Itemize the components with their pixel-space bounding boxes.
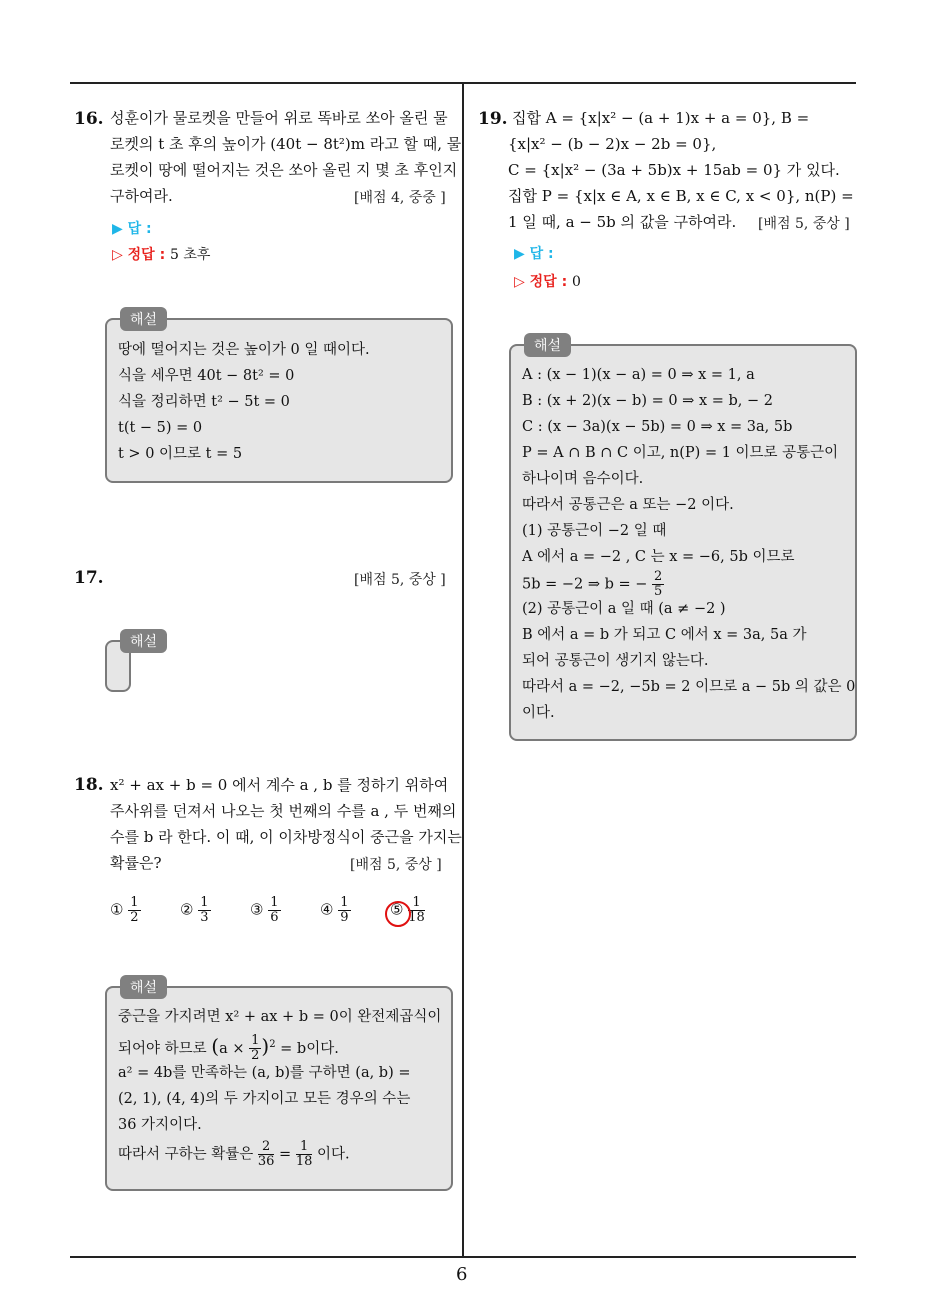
q16-text-line4: 구하여라. [110,187,173,205]
q19-text-line3: C = {x|x² − (3a + 5b)x + 15ab = 0} 가 있다. [508,161,840,179]
q18-text-line4: 확률은? [110,854,162,872]
q17-meta: [배점 5, 중상 ] [354,572,446,588]
q19-answer-label: ▶ 답 : [514,246,554,262]
q19-explain-line: A 에서 a = −2 , C 는 x = −6, 5b 이므로 [522,549,795,565]
q19-explain-line: 따라서 공통근은 a 또는 −2 이다. [522,497,734,513]
q18-option-5[interactable]: ⑤ $\frac{1}{18}$ [390,895,425,925]
q19-explanation-tag: 해설 [524,333,571,357]
q18-number: 18. [74,775,104,795]
column-divider [462,82,464,1257]
q19-explain-line: (1) 공통근이 −2 일 때 [522,523,667,539]
q16-text-line2: 로켓의 t 초 후의 높이가 (40t − 8t²)m 라고 할 때, 물 [110,135,462,153]
q16-explain-line: t(t − 5) = 0 [118,420,203,436]
q19-text-line2: {x|x² − (b − 2)x − 2b = 0}, [508,135,717,153]
q18-option-3[interactable]: ③ $\frac{1}{6}$ [250,895,279,925]
q19-text-line1: 집합 A = {x|x² − (a + 1)x + a = 0}, B = [512,109,810,127]
q18-explain-line: 따라서 구하는 확률은 $\frac{2}{36}$ = $\frac{1}{18}$ 이다. [118,1139,350,1169]
q16-explain-line: 식을 정리하면 t² − 5t = 0 [118,394,290,410]
q19-correct-answer: ▷ 정답 : 0 [514,274,581,290]
q19-explain-line: 따라서 a = −2, −5b = 2 이므로 a − 5b 의 값은 0 [522,679,856,695]
q18-explain-line: 중근을 가지려면 x² + ax + b = 0이 완전제곱식이 [118,1009,442,1025]
q19-explain-line: 이다. [522,705,555,721]
q19-text-line5: 1 일 때, a − 5b 의 값을 구하여라. [508,213,737,231]
q18-explain-line: 되어야 하므로 (a × $\frac{1}{2}$ )$^2$ = b이다. [118,1033,339,1064]
q19-text-line4: 집합 P = {x|x ∈ A, x ∈ B, x ∈ C, x < 0}, n(P) = [508,187,854,205]
q18-explanation-tag: 해설 [120,975,167,999]
q16-explain-line: 식을 세우면 40t − 8t² = 0 [118,368,295,384]
q16-explanation-tag: 해설 [120,307,167,331]
q18-meta: [배점 5, 중상 ] [350,857,442,873]
q16-correct-value: 5 초후 [170,247,211,263]
q19-explain-line: A : (x − 1)(x − a) = 0 ⇒ x = 1, a [522,367,755,383]
q19-explain-line: 되어 공통근이 생기지 않는다. [522,653,709,669]
q16-answer-label: ▶ 답 : [112,221,152,237]
q18-text-line1: x² + ax + b = 0 에서 계수 a , b 를 정하기 위하여 [110,776,449,794]
q16-meta: [배점 4, 중중 ] [354,190,446,206]
q19-number: 19. [478,109,508,129]
q18-explain-line: (2, 1), (4, 4)의 두 가지이고 모든 경우의 수는 [118,1091,411,1107]
q16-text-line1: 성훈이가 물로켓을 만들어 위로 똑바로 쏘아 올린 물 [110,109,448,127]
q16-number: 16. [74,109,104,129]
q18-explain-line: a² = 4b를 만족하는 (a, b)를 구하면 (a, b) = [118,1065,411,1081]
bottom-rule [70,1256,856,1258]
q16-correct-answer: ▷ 정답 : 5 초후 [112,247,211,263]
q19-explain-line: B 에서 a = b 가 되고 C 에서 x = 3a, 5a 가 [522,627,807,643]
q18-option-1[interactable]: ① $\frac{1}{2}$ [110,895,139,925]
q16-explain-line: t > 0 이므로 t = 5 [118,446,243,462]
q19-explain-line: P = A ∩ B ∩ C 이고, n(P) = 1 이므로 공통근이 [522,445,839,461]
q18-text-line2: 주사위를 던져서 나오는 첫 번째의 수를 a , 두 번째의 [110,802,457,820]
q18-option-2[interactable]: ② $\frac{1}{3}$ [180,895,209,925]
page-number: 6 [456,1264,468,1285]
q16-explain-line: 땅에 떨어지는 것은 높이가 0 일 때이다. [118,342,370,358]
q19-meta: [배점 5, 중상 ] [758,216,850,232]
q18-text-line3: 수를 b 라 한다. 이 때, 이 이차방정식이 중근을 가지는 [110,828,462,846]
q19-explain-line: B : (x + 2)(x − b) = 0 ⇒ x = b, − 2 [522,393,773,409]
q19-explain-line: (2) 공통근이 a 일 때 (a ≠ −2 ) [522,601,726,617]
selected-answer-circle [385,901,411,927]
q19-correct-value: 0 [572,274,581,290]
q19-explain-line: C : (x − 3a)(x − 5b) = 0 ⇒ x = 3a, 5b [522,419,793,435]
q19-explain-line: 하나이며 음수이다. [522,471,644,487]
q17-explanation-tag: 해설 [120,629,167,653]
q16-text-line3: 로켓이 땅에 떨어지는 것은 쏘아 올린 지 몇 초 후인지 [110,161,458,179]
q17-number: 17. [74,568,104,588]
q18-option-4[interactable]: ④ $\frac{1}{9}$ [320,895,349,925]
q19-explain-line: 5b = −2 ⇒ b = − $\frac{2}{5}$ [522,569,663,599]
q18-explain-line: 36 가지이다. [118,1117,202,1133]
